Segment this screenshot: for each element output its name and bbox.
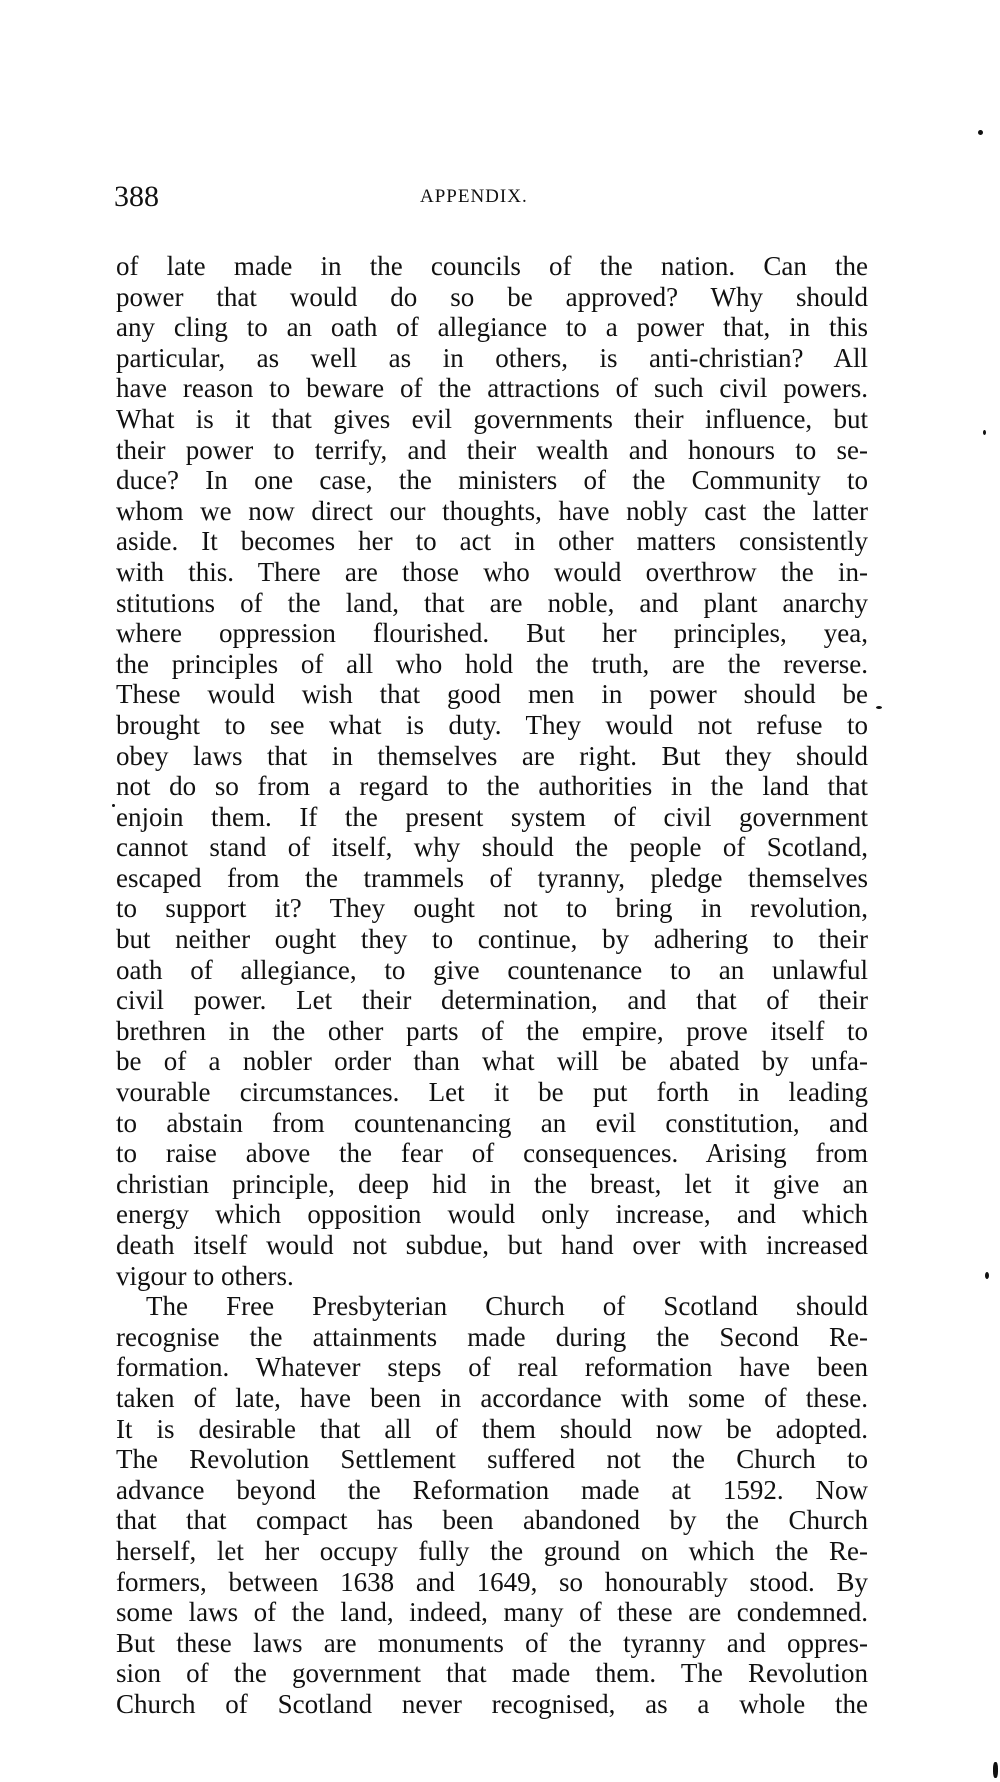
text-line: not do so from a regard to the authorities in the land that <box>116 771 868 802</box>
page-number: 388 <box>114 180 159 213</box>
text-line: escaped from the trammels of tyranny, pledge themselves <box>116 862 868 893</box>
text-line: of late made in the councils of the nation. Can the <box>116 251 868 281</box>
text-line: advance beyond the Reformation made at 1592. Now <box>116 1474 868 1505</box>
text-line: christian principle, deep hid in the breast, let it give an <box>116 1168 868 1199</box>
text-line: stitutions of the land, that are noble, and plant anarchy <box>116 587 868 618</box>
text-line: where oppression flourished. But her principles, yea, <box>116 618 868 649</box>
body-text <box>116 251 868 1720</box>
running-head: APPENDIX. <box>420 186 528 207</box>
text-line: have reason to beware of the attractions of such civil powers. <box>116 373 868 404</box>
text-line: What is it that gives evil governments their influence, but <box>116 403 868 434</box>
text-line: any cling to an oath of allegiance to a power that, in this <box>116 312 868 343</box>
text-line: vourable circumstances. Let it be put forth in leading <box>116 1077 868 1108</box>
scan-speck <box>876 706 882 709</box>
text-line: Church of Scotland never recognised, as a whole the <box>116 1688 868 1719</box>
text-line: whom we now direct our thoughts, have nobly cast the latter <box>116 495 868 526</box>
text-line: brethren in the other parts of the empire, prove itself to <box>116 1015 868 1046</box>
text-line: formation. Whatever steps of real reformation have been <box>116 1352 868 1383</box>
text-line: recognise the attainments made during the Second Re- <box>116 1321 868 1352</box>
text-line: enjoin them. If the present system of civil government <box>116 801 868 832</box>
text-line: but neither ought they to continue, by adhering to their <box>116 924 868 955</box>
text-line: It is desirable that all of them should now be adopted. <box>116 1413 868 1444</box>
scan-speck <box>112 804 115 807</box>
text-line: brought to see what is duty. They would not refuse to <box>116 709 868 740</box>
text-line: with this. There are those who would overthrow the in- <box>116 556 868 587</box>
text-line: particular, as well as in others, is anti-christian? All <box>116 342 868 373</box>
text-line: taken of late, have been in accordance with some of these. <box>116 1382 868 1413</box>
text-line: oath of allegiance, to give countenance to an unlawful <box>116 954 868 985</box>
text-line: be of a nobler order than what will be abated by unfa- <box>116 1046 868 1077</box>
text-line: their power to terrify, and their wealth and honours to se- <box>116 434 868 465</box>
text-line: These would wish that good men in power should be <box>116 679 868 710</box>
text-line: to abstain from countenancing an evil constitution, and <box>116 1107 868 1138</box>
text-line: to support it? They ought not to bring in revolution, <box>116 893 868 924</box>
text-line: that that compact has been abandoned by the Church <box>116 1505 868 1536</box>
text-line: duce? In one case, the ministers of the Community to <box>116 465 868 496</box>
text-line: vigour to others. <box>116 1260 294 1291</box>
scan-speck <box>983 430 986 435</box>
text-line: The Free Presbyterian Church of Scotland should <box>146 1291 868 1322</box>
text-line: death itself would not subdue, but hand over with increased <box>116 1230 868 1260</box>
text-line: formers, between 1638 and 1649, so honourably stood. By <box>116 1566 868 1597</box>
text-line: power that would do so be approved? Why should <box>116 281 868 312</box>
text-line: But these laws are monuments of the tyranny and oppres- <box>116 1627 868 1658</box>
text-line: some laws of the land, indeed, many of these are condemned. <box>116 1597 868 1628</box>
text-line: energy which opposition would only increase, and which <box>116 1199 868 1230</box>
text-line: civil power. Let their determination, and that of their <box>116 985 868 1016</box>
text-line: herself, let her occupy fully the ground on which the Re- <box>116 1535 868 1566</box>
text-line: sion of the government that made them. The Revolution <box>116 1658 868 1689</box>
scan-speck <box>978 130 983 135</box>
text-line: the principles of all who hold the truth, are the reverse. <box>116 648 868 679</box>
scan-speck <box>993 1762 998 1778</box>
text-line: obey laws that in themselves are right. But they should <box>116 740 868 771</box>
text-line: cannot stand of itself, why should the people of Scotland, <box>116 832 868 863</box>
scan-speck <box>985 1272 989 1279</box>
text-line: aside. It becomes her to act in other matters consistently <box>116 526 868 557</box>
text-line: The Revolution Settlement suffered not the Church to <box>116 1444 868 1475</box>
text-line: to raise above the fear of consequences. Arising from <box>116 1138 868 1169</box>
